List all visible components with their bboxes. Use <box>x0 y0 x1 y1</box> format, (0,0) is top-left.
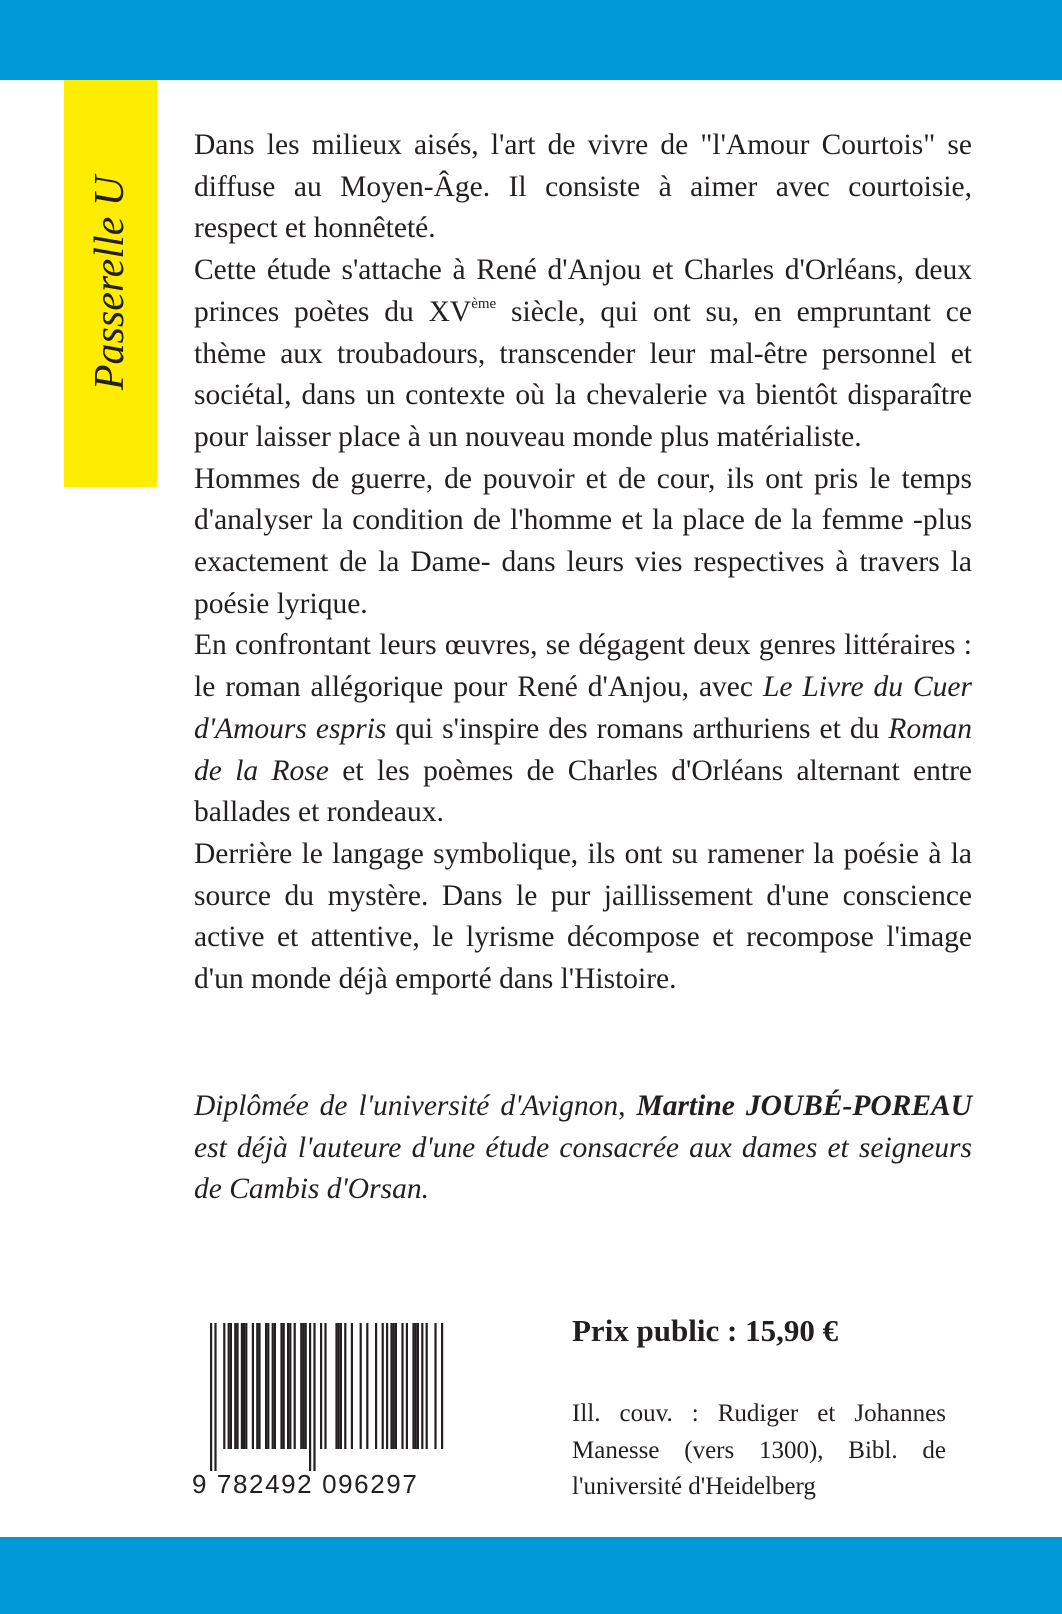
bottom-color-band <box>0 1537 1062 1614</box>
barcode-bar <box>272 1323 274 1449</box>
blurb-paragraph: Derrière le langage symbolique, ils ont su ramener la poésie à la source du mystère. Dans le pur jaillissement d'une conscience active et attentive, le lyrisme décompose et recompose l'image d'un monde déjà emporté dans l'Histoire. <box>194 837 972 996</box>
back-cover-blurb <box>194 125 972 1001</box>
work-title: Roman de la Rose <box>194 712 972 787</box>
barcode-bar <box>214 1323 216 1471</box>
barcode-bar <box>283 1323 285 1449</box>
series-label: Passerelle U <box>87 175 133 391</box>
retail-price: Prix public : 15,90 € <box>572 1313 839 1348</box>
blurb-paragraph: Dans les milieux aisés, l'art de vivre de "l'Amour Courtois" se diffuse au Moyen-Âge. Il consiste à aimer avec courtoisie, respect et honnêteté. <box>194 129 972 245</box>
barcode-bar <box>243 1323 245 1449</box>
barcode-bar <box>415 1323 417 1449</box>
barcode-digits: 9 782492 096297 <box>192 1469 419 1499</box>
barcode-bar <box>441 1323 443 1449</box>
barcode-bar <box>340 1323 342 1449</box>
barcode-bar <box>395 1323 397 1449</box>
barcode-bar <box>375 1323 377 1449</box>
blurb-paragraph: Hommes de guerre, de pouvoir et de cour, ils ont pris le temps d'analyser la condition de l'homme et la place de la femme -plus exactement de la Dame- dans leurs vies respectives à travers la poésie lyrique. <box>194 462 972 620</box>
barcode-bar <box>324 1323 326 1449</box>
barcode-bar <box>421 1323 423 1449</box>
barcode-bar <box>241 1323 243 1449</box>
blurb-text: siècle, qui ont su, en empruntant ce thème aux troubadours, transcender leur mal-être personnel et sociétal, dans un contexte où la chevalerie va bientôt disparaître pour laisser place à un nouveau monde plus matérialiste. <box>194 295 972 453</box>
barcode-bar <box>274 1323 276 1449</box>
barcode-bar <box>344 1323 346 1449</box>
barcode-bar <box>265 1323 267 1449</box>
barcode-bar <box>386 1323 388 1449</box>
barcode-bar <box>258 1323 260 1449</box>
blurb-paragraph <box>194 250 972 459</box>
barcode-bar <box>289 1323 291 1449</box>
blurb-paragraph <box>194 625 972 834</box>
series-tab <box>64 80 157 487</box>
barcode-bar <box>300 1323 302 1449</box>
barcode-bar <box>338 1323 340 1449</box>
top-color-band <box>0 0 1062 80</box>
barcode-bar <box>426 1323 428 1449</box>
author-name: Martine JOUBÉ-POREAU <box>636 1090 973 1122</box>
illustration-credit <box>572 1396 946 1506</box>
barcode-bar <box>252 1323 254 1449</box>
barcode-bar <box>351 1323 353 1449</box>
barcode-bar <box>320 1323 322 1449</box>
barcode-bar <box>382 1323 384 1449</box>
barcode-bar <box>335 1323 337 1449</box>
barcode-bar <box>267 1323 269 1449</box>
barcode-bar <box>210 1323 212 1471</box>
barcode-bar <box>223 1323 225 1449</box>
author-text: Diplômée de l'université d'Avignon, <box>194 1090 637 1122</box>
barcode-bar <box>256 1323 258 1449</box>
barcode-bar <box>360 1323 362 1449</box>
credit-text: Ill. couv. : Rudiger et Johannes Manesse (vers 1300), Bibl. de l'université d'Heidelberg <box>572 1400 946 1500</box>
barcode-bar <box>234 1323 236 1449</box>
barcode-bar <box>305 1323 307 1449</box>
author-paragraph <box>194 1086 972 1211</box>
century-superscript: ème <box>471 295 497 312</box>
barcode-bar <box>313 1323 315 1471</box>
work-title: Le Livre du Cuer d'Amours espris <box>194 671 972 745</box>
barcode-bar <box>302 1323 304 1449</box>
barcode-bar <box>401 1323 403 1449</box>
blurb-text: Cette étude s'attache à René d'Anjou et Charles d'Orléans, deux princes poètes du XV <box>194 254 972 328</box>
barcode-bar <box>417 1323 419 1449</box>
barcode-bar <box>245 1323 247 1449</box>
barcode-bar <box>390 1323 392 1449</box>
barcode-bar <box>434 1323 436 1449</box>
barcode-bar <box>280 1323 282 1449</box>
barcode-bar <box>287 1323 289 1449</box>
barcode-bar <box>230 1323 232 1449</box>
barcode-bars <box>210 1323 444 1471</box>
blurb-text: En confrontant leurs œuvres, se dégagent deux genres littéraires : le roman allégorique pour René d'Anjou, avec <box>194 629 972 704</box>
isbn-barcode <box>192 1323 444 1497</box>
barcode-bar <box>366 1323 368 1449</box>
barcode-bar <box>228 1323 230 1449</box>
barcode-bar <box>406 1323 408 1449</box>
barcode-bar <box>393 1323 395 1449</box>
blurb-text: et les poèmes de Charles d'Orléans alternant entre ballades et rondeaux. <box>194 754 972 829</box>
barcode-bar <box>412 1323 414 1449</box>
barcode-bar <box>309 1323 311 1471</box>
author-note <box>194 1086 972 1211</box>
blurb-text: qui s'inspire des romans arthuriens et du <box>386 712 889 745</box>
barcode-bar <box>294 1323 296 1449</box>
author-text: est déjà l'auteure d'une étude consacrée aux dames et seigneurs de Cambis d'Orsan. <box>194 1131 972 1206</box>
barcode-bar <box>236 1323 238 1449</box>
